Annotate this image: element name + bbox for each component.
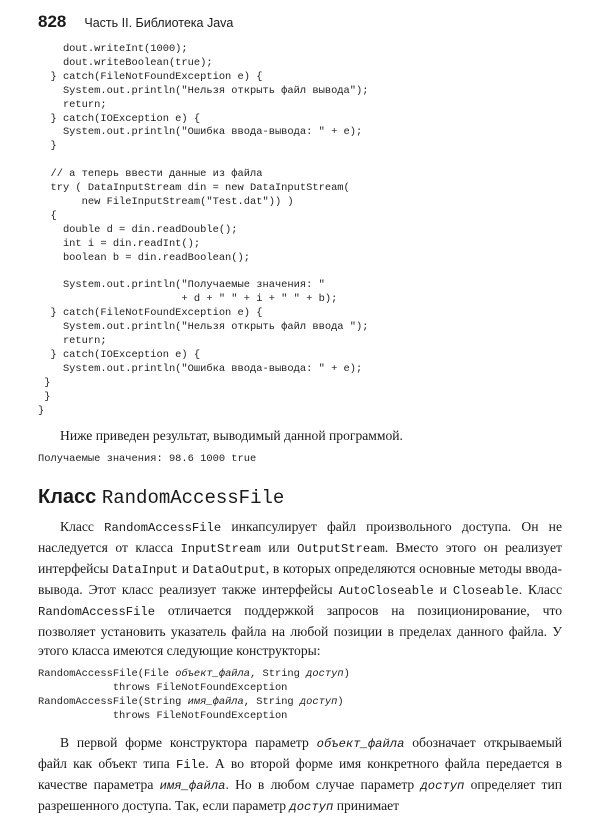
p2-code: объект_файла	[316, 737, 405, 751]
code-param: объект_файла	[175, 668, 251, 680]
p1-text: и	[178, 561, 193, 576]
p2-text: . Но в любом случае параметр	[225, 777, 421, 792]
p1-text: и	[433, 582, 453, 597]
p2-text: . А во второй форме имя конкретного файла передается в качестве параметра	[38, 756, 563, 792]
p1-code: RandomAccessFile	[104, 521, 222, 535]
p1-code: Closeable	[452, 584, 519, 598]
page-number: 828	[38, 12, 67, 31]
p1-text: , в которых определяются основные методы ввода-вывода. Этот класс реализует также интерфейсы	[38, 561, 562, 597]
p1-text: . Класс	[518, 582, 563, 597]
section-heading-prefix: Класс	[38, 486, 102, 508]
constructor-line: throws FileNotFoundException	[38, 709, 288, 722]
code-listing: dout.writeInt(1000); dout.writeBoolean(true); } catch(FileNotFoundException e) { System.out.println("Нельзя открыть файл вывода"); return; } catch(IOException e) { System.out.println("Ошибка ввода-вывода: " + e); } // а теперь ввести данные из файла try ( DataInputStream din = new DataInputStream( new FileInputStream("Test.dat")) ) { double d = din.readDouble(); int i = din.readInt(); boolean b = din.readBoolean(); System.out.println("Получаемые значения: " + d + " " + i + " " + b); } catch(FileNotFoundException e) { System.out.println("Нельзя открыть файл ввода "); return; } catch(IOException e) { System.out.println("Ошибка ввода-вывода: " + e); } } }	[38, 43, 369, 417]
p1-text: или	[260, 540, 298, 555]
p2-text: принимает	[333, 798, 400, 813]
p1-text: инкапсулирует файл произвольного доступа. Он не наследуется от класса	[38, 519, 562, 555]
p1-code: InputStream	[180, 542, 261, 556]
p1-code: DataOutput	[192, 563, 266, 577]
running-title: Часть II. Библиотека Java	[84, 16, 234, 30]
code-text: RandomAccessFile(String	[38, 695, 188, 708]
code-param: доступ	[299, 695, 338, 708]
code-text: )	[343, 668, 350, 680]
p2-code: доступ	[420, 779, 465, 793]
p2-code: имя_файла	[159, 779, 226, 793]
page-header	[38, 12, 233, 36]
code-param: доступ	[306, 668, 344, 680]
code-text: )	[337, 695, 344, 708]
p1-text: . Вместо этого он реализует интерфейсы	[38, 540, 562, 576]
p1-code: RandomAccessFile	[38, 605, 156, 619]
p2-text: В первой форме конструктора параметр	[60, 735, 317, 750]
section-heading	[38, 486, 284, 509]
output-intro-text: Ниже приведен результат, выводимый данной программой.	[60, 428, 403, 443]
constructor-line	[38, 668, 350, 682]
p2-code: File	[176, 758, 206, 772]
p2-text: определяет тип разрешенного доступа. Так, если параметр	[38, 777, 562, 813]
constructor-line: throws FileNotFoundException	[38, 681, 288, 694]
code-text: , String	[250, 668, 307, 680]
p1-code: AutoCloseable	[338, 584, 434, 598]
program-output: Получаемые значения: 98.6 1000 true	[38, 453, 257, 465]
p2-code: доступ	[289, 800, 334, 814]
constructor-signatures	[38, 668, 350, 724]
body-paragraph-2	[38, 733, 562, 817]
constructor-line	[38, 696, 350, 710]
code-param: имя_файла	[187, 695, 244, 708]
p1-text: Класс	[60, 519, 105, 534]
p1-text: отличается поддержкой запросов на позиционирование, что позволяет установить указатель файла на любой позиции в пределах данного файла. У этого класса имеются следующие конструкторы:	[38, 603, 562, 658]
section-heading-class: RandomAccessFile	[101, 487, 285, 509]
code-text: RandomAccessFile(File	[38, 668, 176, 680]
body-paragraph-1	[38, 517, 562, 660]
p1-code: DataInput	[112, 563, 179, 577]
code-text: , String	[243, 695, 300, 708]
p2-text: обозначает открываемый файл как объект типа	[38, 735, 562, 771]
p1-code: OutputStream	[297, 542, 385, 556]
